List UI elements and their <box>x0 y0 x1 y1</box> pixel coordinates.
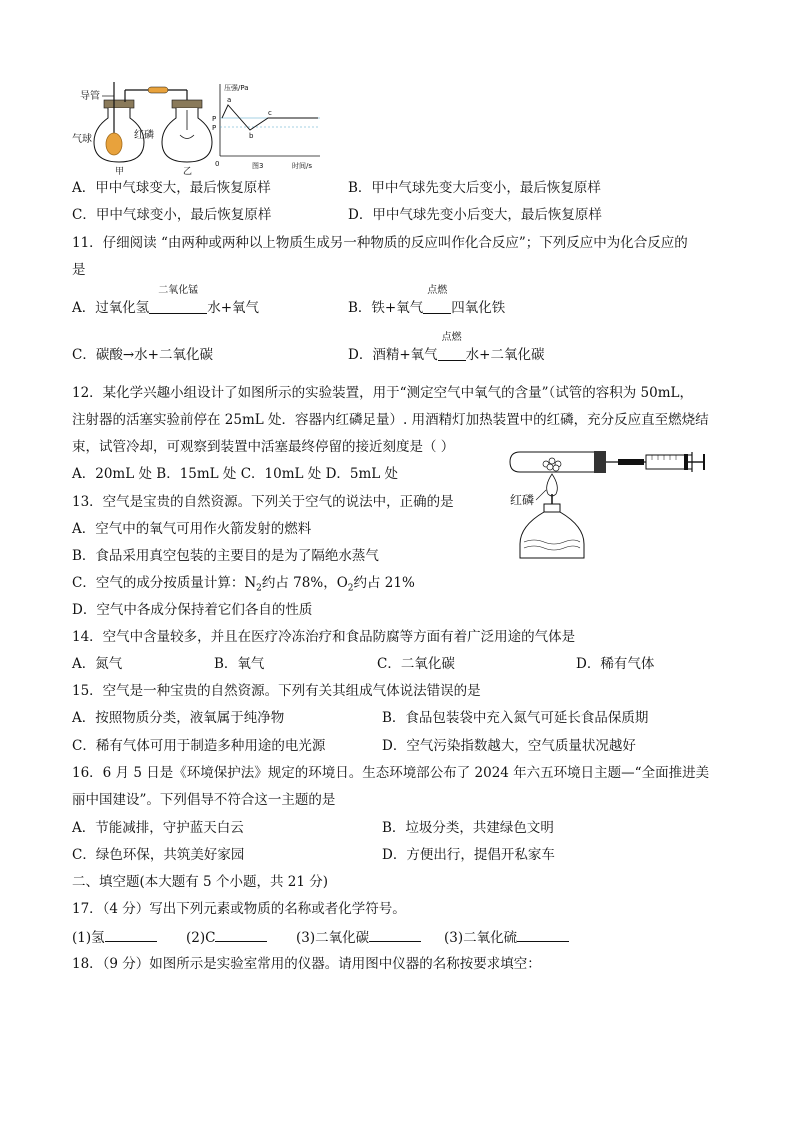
q14-option-c: C．二氧化碳 <box>377 656 455 672</box>
q16-option-a: A．节能减排，守护蓝天白云 <box>72 820 244 836</box>
q13-c-post: 约占 21% <box>353 575 415 591</box>
q13-option-d: D．空气中各成分保持着它们各自的性质 <box>72 602 313 618</box>
q12-stem-line3: 束，试管冷却，可观察到装置中活塞最终停留的接近刻度是（ ） <box>72 439 455 455</box>
q14-option-d: D．稀有气体 <box>576 656 655 672</box>
q11-a-right: 水+氧气 <box>207 300 260 316</box>
q18-stem: 18．（9 分）如图所示是实验室常用的仪器。请用图中仪器的名称按要求填空： <box>72 956 541 972</box>
q11-stem-line1: 11．仔细阅读 “由两种或两种以上物质生成另一种物质的反应叫作化合反应”；下列反应中为化合反应的 <box>72 235 688 251</box>
apparatus-figure <box>72 80 322 175</box>
q14-stem: 14．空气中含量较多，并且在医疗冷冻治疗和食品防腐等方面有着广泛用途的气体是 <box>72 629 576 645</box>
q17-b3-blank[interactable] <box>369 927 421 942</box>
q17-b4-blank[interactable] <box>517 927 569 942</box>
y-axis-label: 压强/Pa <box>224 84 249 92</box>
origin-label: 0 <box>215 160 220 168</box>
q17-b1-blank[interactable] <box>105 927 157 942</box>
x-axis-label: 时间/s <box>292 162 313 170</box>
label-phosphorus: 红磷 <box>134 130 154 141</box>
q15-option-b: B．食品包装袋中充入氮气可延长食品保质期 <box>382 710 649 726</box>
label-yi: 乙 <box>183 167 193 175</box>
q17-blank-3 <box>296 927 421 948</box>
q10-option-d: D．甲中气球先变小后变大，最后恢复原样 <box>348 207 602 223</box>
point-b: b <box>249 132 254 140</box>
q17-blank-1 <box>72 927 157 948</box>
q10-option-c: C．甲中气球变小，最后恢复原样 <box>72 207 272 223</box>
fig-name: 图3 <box>252 162 264 170</box>
q16-option-d: D．方便出行，提倡开私家车 <box>382 847 555 863</box>
q12-stem-line2: 注射器的活塞实验前停在 25mL 处．容器内红磷足量）. 用酒精灯加热装置中的红磷，充分反应直至燃烧结 <box>72 412 709 428</box>
q11-d-condition: 点燃 <box>441 332 462 343</box>
q17-b3-label: (3)二氧化碳 <box>296 930 370 946</box>
q16-option-c: C．绿色环保，共筑美好家园 <box>72 847 245 863</box>
q13-c-mid: 约占 78%，O <box>261 575 348 591</box>
q11-a-left: A．过氧化氢 <box>72 300 150 316</box>
q17-blank-2 <box>186 927 267 948</box>
q11-a-condition: 二氧化锰 <box>158 285 199 296</box>
q11-option-b <box>348 285 506 318</box>
q15-option-d: D．空气污染指数越大，空气质量状况越好 <box>382 738 636 754</box>
q16-stem-line2: 丽中国建设”。下列倡导不符合这一主题的是 <box>72 792 336 808</box>
section-2-heading: 二、填空题(本大题有 5 个小题，共 21 分) <box>72 874 328 890</box>
q10-option-a: A．甲中气球变大，最后恢复原样 <box>72 180 271 196</box>
q12-fig-label: 红磷 <box>510 493 535 507</box>
q11-option-c: C．碳酸→水+二氧化碳 <box>72 347 213 363</box>
q11-option-a <box>72 285 260 318</box>
q12-stem-line1: 12．某化学兴趣小组设计了如图所示的实验装置，用于“测定空气中氧气的含量”（试管的容积为 50mL， <box>72 385 693 401</box>
q13-c-sub1: 2 <box>256 583 262 594</box>
q17-stem: 17．（4 分）写出下列元素或物质的名称或者化学符号。 <box>72 901 406 917</box>
q17-b2-blank[interactable] <box>215 927 267 942</box>
q14-option-b: B．氧气 <box>214 656 265 672</box>
alcohol-lamp <box>520 512 584 558</box>
q16-option-b: B．垃圾分类，共建绿色文明 <box>382 820 554 836</box>
q11-b-left: B．铁+氧气 <box>348 300 424 316</box>
stopper-jia <box>104 100 134 108</box>
q13-stem: 13．空气是宝贵的自然资源。下列关于空气的说法中，正确的是 <box>72 494 454 510</box>
label-tube: 导管 <box>80 91 100 102</box>
q16-stem-line1: 16．6 月 5 日是《环境保护法》规定的环境日。生态环境部公布了 2024 年六五环境日主题—“全面推进美 <box>72 765 710 781</box>
flame-icon <box>547 474 558 496</box>
q10-option-b: B．甲中气球先变大后变小，最后恢复原样 <box>348 180 601 196</box>
tube-stopper <box>594 451 606 473</box>
q13-option-b: B．食品采用真空包装的主要目的是为了隔绝水蒸气 <box>72 548 379 564</box>
q14-option-a: A．氮气 <box>72 656 123 672</box>
point-c: c <box>268 109 272 117</box>
q13-option-c <box>72 573 415 599</box>
balloon-icon <box>106 133 122 155</box>
q11-d-left: D．酒精+氧气 <box>348 347 438 363</box>
q11-stem-line2: 是 <box>72 262 86 278</box>
pressure-graph <box>212 83 320 170</box>
q15-option-a: A．按照物质分类，液氧属于纯净物 <box>72 710 285 726</box>
q15-option-c: C．稀有气体可用于制造多种用途的电光源 <box>72 738 326 754</box>
q17-b1-label: (1)氢 <box>72 930 105 946</box>
q11-b-condition: 点燃 <box>427 285 448 296</box>
label-balloon: 气球 <box>72 134 92 145</box>
q15-stem: 15．空气是一种宝贵的自然资源。下列有关其组成气体说法错误的是 <box>72 683 481 699</box>
stopper-yi <box>172 100 202 108</box>
q13-c-sub2: 2 <box>347 583 354 594</box>
q11-b-right: 四氧化铁 <box>451 300 506 316</box>
q13-c-pre: C．空气的成分按质量计算：N <box>72 575 257 591</box>
label-jia: 甲 <box>115 167 125 175</box>
q11-option-d <box>348 332 545 365</box>
p0-label: P <box>212 124 217 132</box>
q13-option-a: A．空气中的氧气可用作火箭发射的燃料 <box>72 521 312 537</box>
p1-label: P <box>212 115 217 123</box>
q17-blank-4 <box>444 927 569 948</box>
q17-b2-label: (2)C <box>186 930 216 946</box>
q12-apparatus-figure <box>506 446 720 564</box>
point-a: a <box>227 96 232 104</box>
q12-options: A．20mL 处 B．15mL 处 C．10mL 处 D．5mL 处 <box>72 466 399 482</box>
q11-d-right: 水+二氧化碳 <box>465 347 545 363</box>
q17-b4-label: (3)二氧化硫 <box>444 930 518 946</box>
